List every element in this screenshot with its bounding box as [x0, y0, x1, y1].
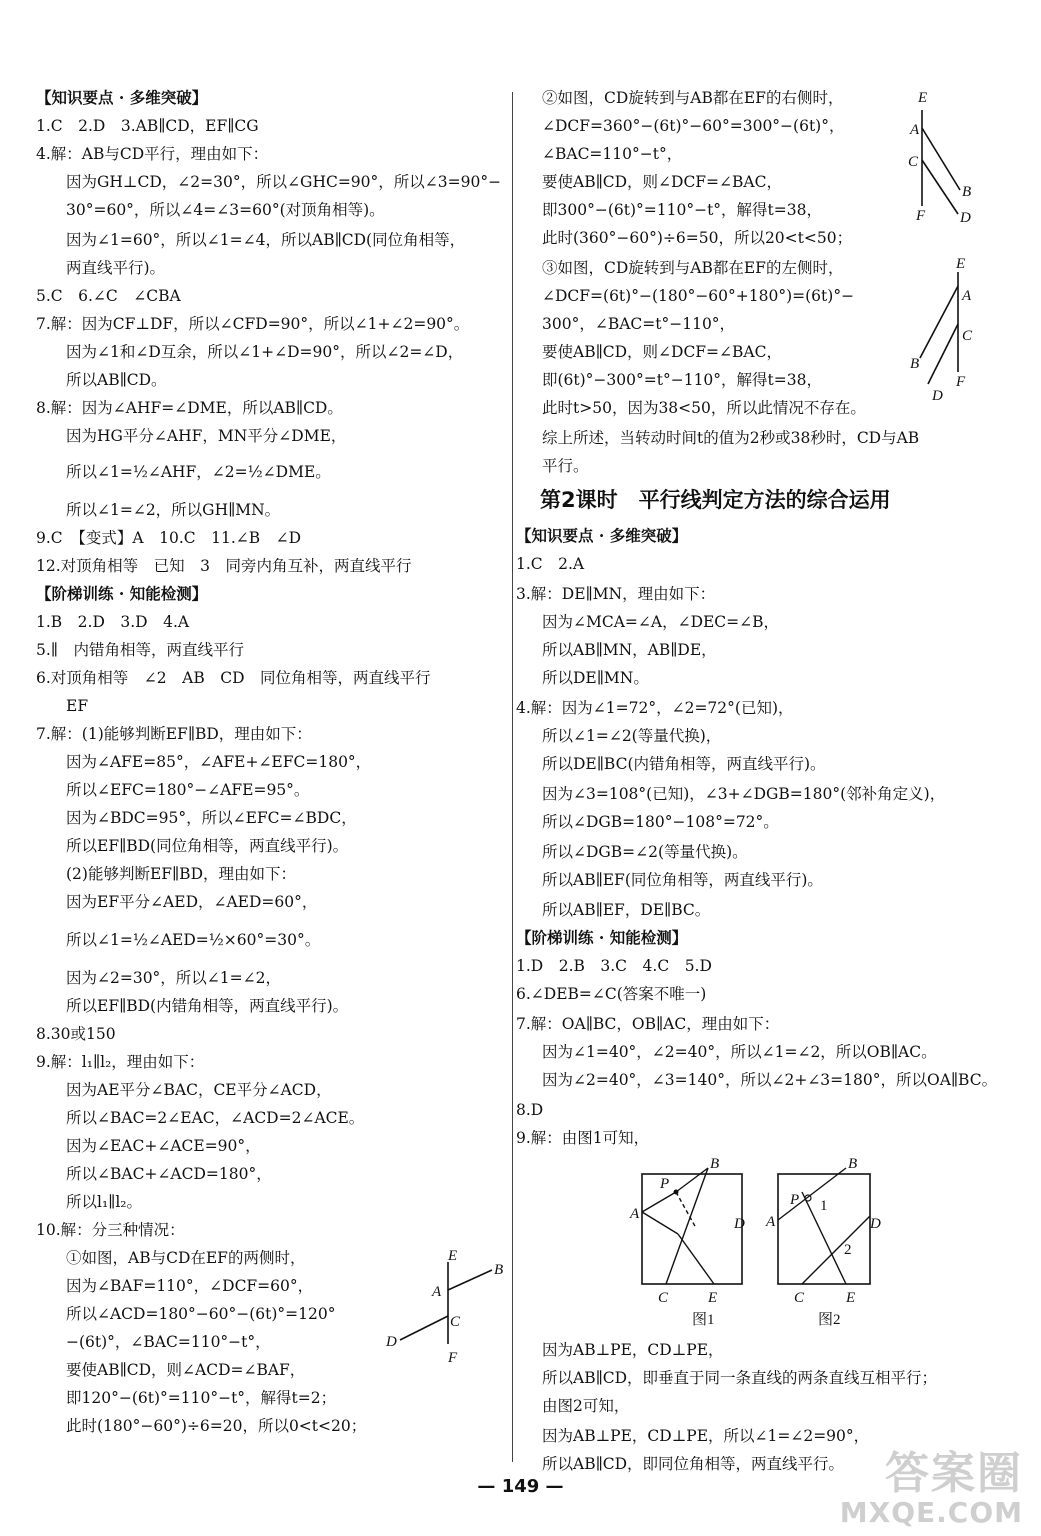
answer-line: 所以∠1=∠2(等量代换)，: [542, 727, 722, 745]
answer-line: 所以∠ACD=180°−60°−(6t)°=120°: [66, 1305, 336, 1323]
answer-line: 因为∠2=30°，所以∠1=∠2，: [66, 969, 281, 987]
answer-line: 即300°−(6t)°=110°−t°，解得t=38，: [542, 201, 822, 219]
answer-line: 要使AB∥CD，则∠DCF=∠BAC，: [542, 173, 782, 191]
answer-line: −(6t)°，∠BAC=110°−t°，: [66, 1333, 271, 1351]
answer-line: 所以AB∥EF，DE∥BC。: [542, 901, 711, 919]
answer-line: 因为∠1=60°，所以∠1=∠4，所以AB∥CD(同位角相等，: [66, 231, 466, 249]
answer-line: 6.对顶角相等 ∠2 AB CD 同位角相等，两直线平行: [36, 669, 431, 687]
answer-line: 所以∠DGB=180°−108°=72°。: [542, 813, 779, 831]
tu1-label: A: [630, 1206, 640, 1222]
answer-line: ∠BAC=110°−t°，: [542, 145, 683, 163]
figure-tu1: [626, 1154, 756, 1330]
fig1-label: A: [432, 1284, 442, 1300]
fig1-label: E: [448, 1248, 458, 1264]
answer-line: 所以l₁∥l₂。: [66, 1193, 143, 1211]
answer-line: EF: [66, 697, 89, 715]
answer-line: ∠DCF=360°−(6t)°−60°=300°−(6t)°，: [542, 117, 845, 135]
answer-line: 因为∠2=40°，∠3=140°，所以∠2+∠3=180°，所以OA∥BC。: [542, 1071, 998, 1089]
answer-line: 3.解：DE∥MN，理由如下：: [516, 585, 716, 603]
answer-line: 因为∠BAF=110°，∠DCF=60°，: [66, 1277, 314, 1295]
answer-line: 4.解：因为∠1=72°，∠2=72°(已知)，: [516, 699, 794, 717]
answer-line: ③如图，CD旋转到与AB都在EF的左侧时，: [542, 259, 844, 277]
fig2-label: A: [910, 122, 920, 138]
answer-line: 因为∠1=40°，∠2=40°，所以∠1=∠2，所以OB∥AC。: [542, 1043, 937, 1061]
page-number-value: 149: [501, 1476, 540, 1497]
fig1-label: C: [450, 1314, 461, 1330]
answer-line: 因为∠EAC+∠ACE=90°，: [66, 1137, 261, 1155]
tu2-label: 2: [844, 1242, 852, 1258]
answer-line: 9.解：由图1可知，: [516, 1129, 650, 1147]
answer-line: 因为∠3=108°(已知)，∠3+∠DGB=180°(邻补角定义)，: [542, 785, 946, 803]
answer-line: 因为GH⊥CD，∠2=30°，所以∠GHC=90°，所以∠3=90°−: [66, 173, 502, 191]
answer-line: 此时t>50，因为38<50，所以此情况不存在。: [542, 399, 866, 417]
fig3-label: B: [910, 356, 920, 372]
tu2-label: P: [790, 1192, 800, 1208]
answer-line: (2)能够判断EF∥BD，理由如下：: [66, 865, 297, 883]
answer-line: 8.30或150: [36, 1025, 116, 1043]
answer-line: 所以EF∥BD(同位角相等，两直线平行)。: [66, 837, 349, 855]
answer-line: 所以∠1=½∠AHF，∠2=½∠DME。: [66, 463, 331, 481]
section-heading: 【知识要点 · 多维突破】: [36, 88, 208, 107]
fig3-label: A: [962, 288, 972, 304]
fig3-label: C: [962, 328, 973, 344]
answer-line: 即120°−(6t)°=110°−t°，解得t=2；: [66, 1389, 337, 1407]
tu2-label: 1: [820, 1198, 828, 1214]
answer-line: 7.解：(1)能够判断EF∥BD，理由如下：: [36, 725, 312, 743]
answer-line: ②如图，CD旋转到与AB都在EF的右侧时，: [542, 89, 844, 107]
answer-line: 综上所述，当转动时间t的值为2秒或38秒时，CD与AB: [542, 429, 920, 447]
section-heading: 【阶梯训练 · 知能检测】: [516, 928, 688, 947]
fig2-label: C: [908, 154, 919, 170]
answer-line: 所以AB∥CD，即同位角相等，两直线平行。: [542, 1455, 845, 1473]
answer-line: 要使AB∥CD，则∠DCF=∠BAC，: [542, 343, 782, 361]
tu1-label: D: [734, 1216, 745, 1232]
answer-line: 1.C 2.A: [516, 555, 585, 573]
answer-line: 12.对顶角相等 已知 3 同旁内角互补，两直线平行: [36, 557, 412, 575]
answer-line: 所以∠BAC+∠ACD=180°，: [66, 1165, 272, 1183]
answer-line: 8.D: [516, 1101, 544, 1119]
answer-line: 1.B 2.D 3.D 4.A: [36, 613, 190, 631]
column-divider: [512, 92, 513, 1462]
answer-line: 1.D 2.B 3.C 4.C 5.D: [516, 957, 712, 975]
fig1-label: F: [448, 1350, 458, 1366]
answer-line: 9.C 【变式】A 10.C 11.∠B ∠D: [36, 529, 302, 547]
tu2-label: C: [794, 1290, 805, 1306]
answer-line: 即(6t)°−300°=t°−110°，解得t=38，: [542, 371, 822, 389]
answer-line: 因为∠AFE=85°，∠AFE+∠EFC=180°，: [66, 753, 372, 771]
tu2-label: B: [848, 1156, 858, 1172]
answer-line: 1.C 2.D 3.AB∥CD，EF∥CG: [36, 117, 259, 135]
fig3-label: F: [956, 374, 966, 390]
tu2-label: D: [870, 1216, 881, 1232]
figure-caption-1: 图1: [692, 1312, 715, 1328]
figure-case1: [380, 1240, 510, 1370]
answer-line: 所以DE∥BC(内错角相等，两直线平行)。: [542, 755, 826, 773]
fig2-label: B: [962, 184, 972, 200]
answer-line: 因为HG平分∠AHF，MN平分∠DME，: [66, 427, 347, 445]
answer-line: 4.解：AB与CD平行，理由如下：: [36, 145, 269, 163]
answer-line: ①如图，AB与CD在EF的两侧时，: [66, 1249, 306, 1267]
tu1-label: C: [658, 1290, 669, 1306]
tu2-label: A: [766, 1214, 776, 1230]
answer-line: 平行。: [542, 457, 589, 475]
figure-caption-2: 图2: [818, 1312, 841, 1328]
answer-line: 两直线平行)。: [66, 259, 166, 277]
fig1-label: D: [386, 1334, 397, 1350]
answer-line: 所以EF∥BD(内错角相等，两直线平行)。: [66, 997, 349, 1015]
answer-line: 因为AB⊥PE，CD⊥PE，所以∠1=∠2=90°，: [542, 1427, 870, 1445]
answer-line: 所以AB∥CD，即垂直于同一条直线的两条直线互相平行；: [542, 1369, 938, 1387]
watermark-bottom: MXQE.COM: [839, 1496, 1023, 1529]
answer-line: 5.C 6.∠C ∠CBA: [36, 287, 181, 305]
answer-line: 由图2可知，: [542, 1397, 630, 1415]
tu1-label: E: [708, 1290, 718, 1306]
answer-line: 因为∠MCA=∠A，∠DEC=∠B，: [542, 613, 780, 631]
answer-line: 6.∠DEB=∠C(答案不唯一): [516, 985, 707, 1003]
figure-case3: [900, 254, 990, 404]
watermark: [840, 1450, 1023, 1528]
figure-case2: [900, 86, 990, 236]
fig3-label: D: [932, 388, 943, 404]
answer-line: 要使AB∥CD，则∠ACD=∠BAF，: [66, 1361, 306, 1379]
answer-line: 所以∠DGB=∠2(等量代换)。: [542, 843, 748, 861]
answer-line: 9.解：l₁∥l₂，理由如下：: [36, 1053, 205, 1071]
answer-line: 因为∠1和∠D互余，所以∠1+∠D=90°，所以∠2=∠D，: [66, 343, 464, 361]
answer-line: ∠DCF=(6t)°−(180°−60°+180°)=(6t)°−: [542, 287, 855, 305]
answer-line: 7.解：OA∥BC，OB∥AC，理由如下：: [516, 1015, 780, 1033]
answer-line: 所以∠1=½∠AED=½×60°=30°。: [66, 931, 321, 949]
answer-line: 所以∠EFC=180°−∠AFE=95°。: [66, 781, 310, 799]
page-number: — 149 —: [477, 1476, 564, 1497]
fig1-label: B: [494, 1262, 504, 1278]
answer-line: 所以AB∥EF(同位角相等，两直线平行)。: [542, 871, 823, 889]
answer-line: 因为AE平分∠BAC，CE平分∠ACD，: [66, 1081, 332, 1099]
tu2-label: E: [846, 1290, 856, 1306]
answer-line: 10.解：分三种情况：: [36, 1221, 185, 1239]
answer-line: 此时(180°−60°)÷6=20，所以0<t<20；: [66, 1417, 367, 1435]
watermark-top: 答案圈: [885, 1448, 1023, 1499]
tu1-label: P: [660, 1176, 670, 1192]
figure-tu2: [762, 1154, 892, 1330]
answer-line: 7.解：因为CF⊥DF，所以∠CFD=90°，所以∠1+∠2=90°。: [36, 315, 470, 333]
section-title: 第2课时 平行线判定方法的综合运用: [540, 488, 891, 512]
answer-line: 因为∠BDC=95°，所以∠EFC=∠BDC，: [66, 809, 357, 827]
answer-line: 5.∥ 内错角相等，两直线平行: [36, 641, 244, 659]
section-heading: 【知识要点 · 多维突破】: [516, 526, 688, 545]
answer-line: 所以∠1=∠2，所以GH∥MN。: [66, 501, 281, 519]
fig2-label: D: [960, 210, 971, 226]
answer-line: 8.解：因为∠AHF=∠DME，所以AB∥CD。: [36, 399, 343, 417]
tu1-label: B: [710, 1156, 720, 1172]
section-heading: 【阶梯训练 · 知能检测】: [36, 584, 208, 603]
answer-line: 所以AB∥CD。: [66, 371, 167, 389]
answer-line: 30°=60°，所以∠4=∠3=60°(对顶角相等)。: [66, 201, 385, 219]
answer-line: 所以∠BAC=2∠EAC，∠ACD=2∠ACE。: [66, 1109, 365, 1127]
answer-line: 此时(360°−60°)÷6=50，所以20<t<50；: [542, 229, 853, 247]
fig2-label: F: [916, 208, 926, 224]
fig3-label: E: [956, 256, 966, 272]
answer-line: 因为AB⊥PE，CD⊥PE，: [542, 1341, 724, 1359]
answer-line: 所以AB∥MN，AB∥DE，: [542, 641, 717, 659]
answer-line: 所以DE∥MN。: [542, 669, 649, 687]
answer-line: 300°，∠BAC=t°−110°，: [542, 315, 736, 333]
fig2-label: E: [918, 90, 928, 106]
answer-line: 因为EF平分∠AED，∠AED=60°，: [66, 893, 318, 911]
